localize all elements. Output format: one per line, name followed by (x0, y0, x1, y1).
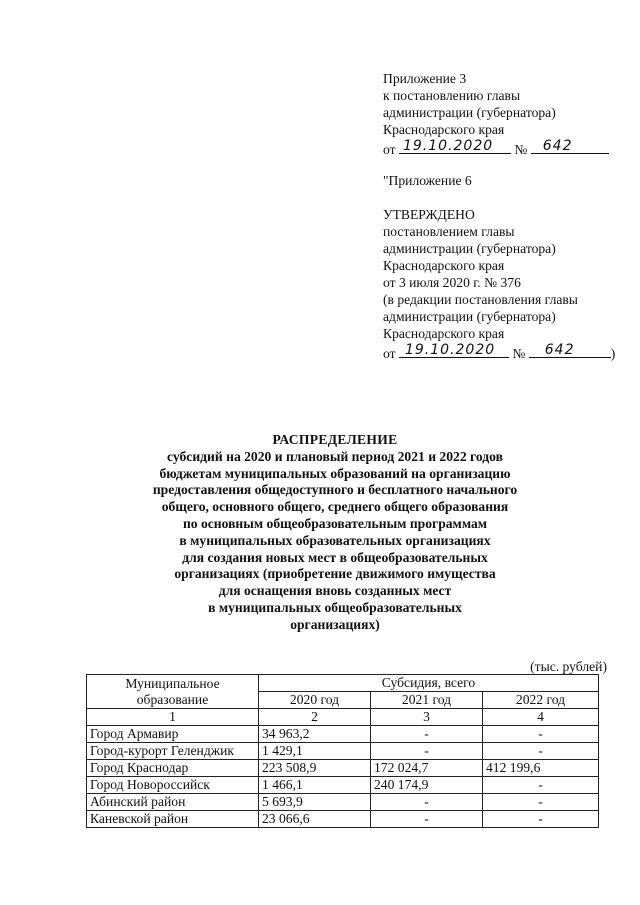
column-number: 4 (483, 709, 599, 726)
table-row (87, 794, 599, 811)
number-prefix: № (514, 142, 528, 157)
value-2020: 34 963,2 (259, 726, 371, 743)
approval-date-line (383, 342, 615, 362)
header-subsidy: Субсидия, всего (259, 675, 599, 692)
document-title: РАСПРЕДЕЛЕНИЕ (272, 432, 398, 447)
municipality-name: Город Новороссийск (87, 777, 259, 794)
value-2022: - (483, 726, 599, 743)
column-number: 1 (87, 709, 259, 726)
header-year: 2022 год (483, 692, 599, 709)
approval-line: постановлением главы (383, 224, 515, 239)
table-row (87, 811, 599, 828)
number-field (529, 342, 611, 358)
heading-line: по основным общеобразовательным программам (182, 515, 488, 531)
heading-line: для оснащения вновь созданных мест (218, 583, 452, 599)
heading-line: субсидий на 2020 и плановый период 2021 и 2022 годов (167, 448, 503, 464)
closing-paren: ) (610, 346, 616, 361)
value-2020: 1 429,1 (259, 743, 371, 760)
heading-line: общего, основного общего, среднего общего образования (161, 499, 509, 515)
number-prefix: № (512, 346, 526, 361)
value-2021: - (371, 794, 483, 811)
municipality-name: Абинский район (87, 794, 259, 811)
approval-line: Краснодарского края (383, 258, 505, 273)
heading-line: организациях) (290, 616, 380, 632)
value-2022: - (483, 811, 599, 828)
original-appendix-text: "Приложение 6 (383, 173, 472, 188)
handwritten-date: 19.10.2020 (404, 342, 496, 358)
approval-line: администрации (губернатора) (383, 309, 556, 324)
date-prefix: от (383, 142, 396, 157)
number-field (531, 138, 609, 154)
handwritten-date: 19.10.2020 (402, 138, 494, 154)
value-2021: - (371, 811, 483, 828)
table-row (87, 726, 599, 743)
heading-line: для создания новых мест в общеобразовательных (182, 549, 488, 565)
handwritten-number: 642 (544, 342, 575, 358)
units-label: (тыс. рублей) (530, 659, 607, 674)
heading-line: организациях (приобретение движимого имущества (174, 566, 496, 582)
header-municipality: Муниципальное образование (87, 675, 259, 709)
value-2020: 1 466,1 (259, 777, 371, 794)
header-year: 2020 год (259, 692, 371, 709)
approval-line: от 3 июля 2020 г. № 376 (383, 275, 521, 290)
value-2021: - (371, 726, 483, 743)
distribution-table (86, 674, 599, 828)
column-number: 3 (371, 709, 483, 726)
approval-line: администрации (губернатора) (383, 241, 556, 256)
value-2021: 172 024,7 (371, 760, 483, 777)
date-field (399, 342, 509, 358)
table-row (87, 743, 599, 760)
table-header-row (87, 675, 599, 692)
appendix-line: Краснодарского края (383, 122, 505, 137)
value-2022: - (483, 794, 599, 811)
appendix-date-line (383, 138, 609, 158)
value-2022: - (483, 743, 599, 760)
table-row (87, 777, 599, 794)
table-column-numbers-row (87, 709, 599, 726)
handwritten-number: 642 (542, 138, 573, 154)
appendix-line: администрации (губернатора) (383, 105, 556, 120)
heading-line: бюджетам муниципальных образований на организацию (159, 465, 511, 481)
heading-line: предоставления общедоступного и бесплатного начального (152, 482, 518, 498)
appendix-line: к постановлению главы (383, 88, 521, 103)
municipality-name: Город Армавир (87, 726, 259, 743)
value-2020: 223 508,9 (259, 760, 371, 777)
header-year: 2021 год (371, 692, 483, 709)
municipality-name: Каневской район (87, 811, 259, 828)
original-appendix-label (383, 172, 472, 189)
approval-line: (в редакции постановления главы (383, 292, 578, 307)
table-row (87, 760, 599, 777)
value-2020: 5 693,9 (259, 794, 371, 811)
appendix-line: Приложение 3 (383, 71, 467, 86)
municipality-name: Город Краснодар (87, 760, 259, 777)
approval-line: Краснодарского края (383, 326, 505, 341)
value-2022: - (483, 777, 599, 794)
document-heading (80, 432, 590, 634)
heading-line: в муниципальных образовательных организациях (179, 532, 491, 548)
municipality-name: Город-курорт Геленджик (87, 743, 259, 760)
heading-line: в муниципальных общеобразовательных (208, 599, 462, 615)
date-prefix: от (383, 346, 396, 361)
value-2021: 240 174,9 (371, 777, 483, 794)
appendix-header (383, 70, 609, 158)
approval-block (383, 206, 615, 362)
value-2021: - (371, 743, 483, 760)
value-2022: 412 199,6 (483, 760, 599, 777)
value-2020: 23 066,6 (259, 811, 371, 828)
column-number: 2 (259, 709, 371, 726)
approval-title: УТВЕРЖДЕНО (383, 207, 475, 222)
date-field (399, 138, 511, 154)
